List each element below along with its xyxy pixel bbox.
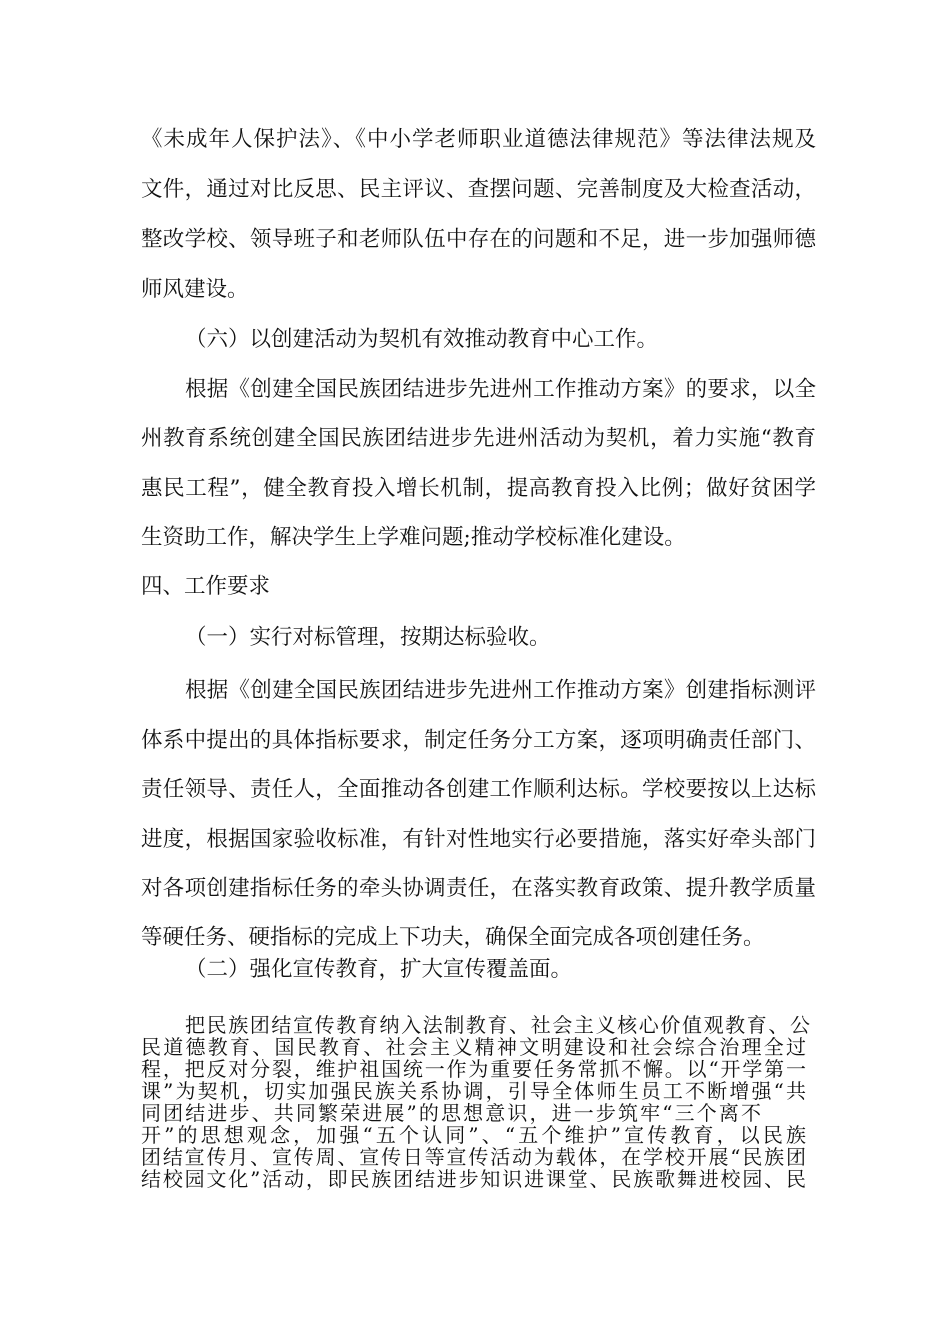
paragraph-line: 惠民工程”，健全教育投入增长机制，提高教育投入比例；做好贫困学: [141, 476, 816, 501]
paragraph-line: 把民族团结宣传教育纳入法制教育、社会主义核心价值观教育、公: [185, 1013, 810, 1037]
section-heading: 四、工作要求: [141, 574, 271, 599]
paragraph-line: 程，把反对分裂，维护祖国统一作为重要任务常抓不懈。以“开学第一: [141, 1057, 806, 1081]
paragraph-line: 责任领导、责任人，全面推动各创建工作顺利达标。学校要按以上达标: [141, 777, 816, 802]
paragraph-line: 等硬任务、硬指标的完成上下功夫，确保全面完成各项创建任务。: [141, 925, 765, 950]
paragraph-line: 开”的思想观念，加强“五个认同”、“五个维护”宣传教育，以民族: [141, 1123, 806, 1147]
paragraph-line: 文件，通过对比反思、民主评议、查摆问题、完善制度及大检查活动，: [141, 177, 816, 202]
paragraph-line: 师风建设。: [141, 277, 249, 302]
paragraph-line: 根据《创建全国民族团结进步先进州工作推动方案》创建指标测评: [185, 678, 816, 703]
subheading-4-2: （二）强化宣传教育，扩大宣传覆盖面。: [185, 957, 573, 982]
paragraph-line: 根据《创建全国民族团结进步先进州工作推动方案》的要求，以全: [185, 377, 816, 402]
paragraph-line: 结校园文化”活动，即民族团结进步知识进课堂、民族歌舞进校园、民: [141, 1167, 806, 1191]
paragraph-line: 课”为契机，切实加强民族关系协调，引导全体师生员工不断增强“共: [141, 1079, 806, 1103]
paragraph-line: 州教育系统创建全国民族团结进步先进州活动为契机，着力实施“教育: [141, 426, 816, 451]
paragraph-line: 对各项创建指标任务的牵头协调责任，在落实教育政策、提升教学质量: [141, 876, 816, 901]
paragraph-line: 进度，根据国家验收标准，有针对性地实行必要措施，落实好牵头部门: [141, 827, 816, 852]
paragraph-line: 民道德教育、国民教育、社会主义精神文明建设和社会综合治理全过: [141, 1035, 806, 1059]
paragraph-line: 体系中提出的具体指标要求，制定任务分工方案，逐项明确责任部门、: [141, 728, 816, 753]
paragraph-line: 生资助工作，解决学生上学难问题;推动学校标准化建设。: [141, 525, 686, 550]
paragraph-line: 同团结进步、共同繁荣进展”的思想意识，进一步筑牢“三个离不: [141, 1101, 761, 1125]
subheading-4-1: （一）实行对标管理，按期达标验收。: [185, 625, 551, 650]
paragraph-line: 《未成年人保护法》、《中小学老师职业道德法律规范》等法律法规及: [141, 127, 816, 152]
paragraph-line: 团结宣传月、宣传周、宣传日等宣传活动为载体，在学校开展“民族团: [141, 1145, 806, 1169]
paragraph-line: 整改学校、领导班子和老师队伍中存在的问题和不足，进一步加强师德: [141, 227, 816, 252]
subheading-6: （六）以创建活动为契机有效推动教育中心工作。: [185, 327, 659, 352]
